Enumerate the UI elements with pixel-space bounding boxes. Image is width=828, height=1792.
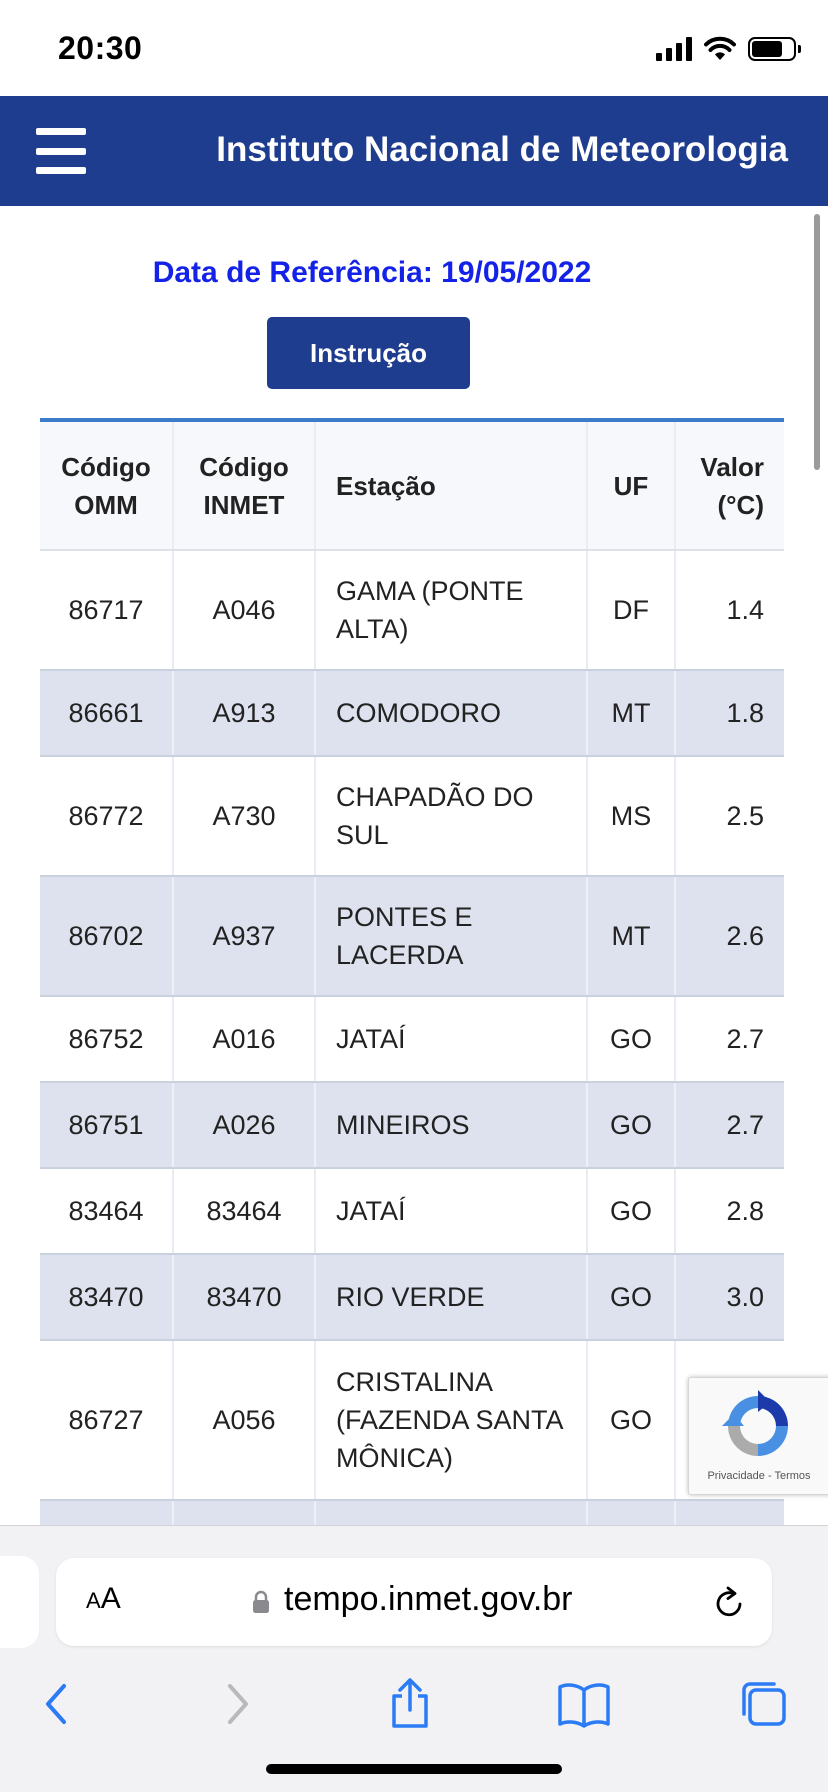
- site-title: Instituto Nacional de Meteorologia: [216, 130, 788, 169]
- url-text[interactable]: tempo.inmet.gov.br: [284, 1580, 573, 1618]
- cellular-signal-icon: [656, 37, 692, 61]
- home-indicator[interactable]: [266, 1764, 562, 1774]
- page-scrollbar[interactable]: [814, 214, 820, 470]
- status-bar: [0, 0, 828, 96]
- cell-station: RIO VERDE: [315, 1254, 587, 1340]
- cell-station: COMODORO: [315, 670, 587, 756]
- cell-omm: 83470: [40, 1254, 173, 1340]
- cell-inmet: A046: [173, 550, 315, 670]
- cell-inmet: A016: [173, 996, 315, 1082]
- cell-omm: 86727: [40, 1340, 173, 1500]
- status-time: 20:30: [58, 30, 143, 66]
- instruction-button[interactable]: Instrução: [267, 317, 470, 389]
- bookmarks-icon[interactable]: [556, 1676, 612, 1732]
- site-header: [0, 96, 828, 206]
- cell-omm: 86661: [40, 670, 173, 756]
- table-header-row: [40, 422, 784, 550]
- cell-uf: MT: [587, 670, 675, 756]
- cell-station: CHAPADÃO DO SUL: [315, 756, 587, 876]
- header-value[interactable]: Valor (°C): [675, 422, 784, 550]
- cell-uf: DF: [587, 550, 675, 670]
- cell-inmet: A730: [173, 756, 315, 876]
- hamburger-menu-icon[interactable]: [36, 128, 86, 174]
- cell-value: 2.8: [675, 1168, 784, 1254]
- address-bar[interactable]: [56, 1558, 772, 1646]
- cell-station: JATAÍ: [315, 996, 587, 1082]
- cell-omm: 86752: [40, 996, 173, 1082]
- header-uf[interactable]: UF: [587, 422, 675, 550]
- cell-inmet: A937: [173, 876, 315, 996]
- cell-value: 2.6: [675, 876, 784, 996]
- cell-omm: 86717: [40, 550, 173, 670]
- recaptcha-logo-icon: [722, 1390, 794, 1462]
- cell-uf: MT: [587, 876, 675, 996]
- table-row: [40, 1340, 784, 1500]
- cell-uf: GO: [587, 996, 675, 1082]
- cell-omm: 86772: [40, 756, 173, 876]
- cell-station: MINEIROS: [315, 1082, 587, 1168]
- cell-value: 3.0: [675, 1254, 784, 1340]
- cell-inmet: 83464: [173, 1168, 315, 1254]
- table-row: [40, 1254, 784, 1340]
- cell-uf: MS: [587, 756, 675, 876]
- reload-icon[interactable]: [712, 1584, 746, 1620]
- wifi-icon: [704, 36, 736, 62]
- cell-value: 1.8: [675, 670, 784, 756]
- cell-uf: GO: [587, 1168, 675, 1254]
- cell-value: 2.5: [675, 756, 784, 876]
- table-row: [40, 550, 784, 670]
- cell-inmet: A913: [173, 670, 315, 756]
- cell-inmet: A026: [173, 1082, 315, 1168]
- battery-icon: [748, 37, 796, 61]
- cell-uf: GO: [587, 1340, 675, 1500]
- tabs-icon[interactable]: [734, 1676, 790, 1732]
- back-icon[interactable]: [30, 1676, 86, 1732]
- cell-uf: GO: [587, 1254, 675, 1340]
- cell-station: PONTES E LACERDA: [315, 876, 587, 996]
- browser-toolbar: [0, 1676, 828, 1736]
- cell-inmet: A056: [173, 1340, 315, 1500]
- cell-inmet: 83470: [173, 1254, 315, 1340]
- header-inmet-code[interactable]: Código INMET: [173, 422, 315, 550]
- cell-station: CRISTALINA (FAZENDA SANTA MÔNICA): [315, 1340, 587, 1500]
- status-icons: [656, 34, 796, 64]
- recaptcha-links[interactable]: Privacidade - Termos: [707, 1470, 811, 1482]
- table-row: [40, 756, 784, 876]
- table-row: [40, 996, 784, 1082]
- recaptcha-badge[interactable]: [688, 1377, 828, 1495]
- cell-omm: 83464: [40, 1168, 173, 1254]
- previous-tab-preview[interactable]: [0, 1556, 39, 1648]
- cell-value: 2.7: [675, 996, 784, 1082]
- cell-omm: 86702: [40, 876, 173, 996]
- cell-value: 1.4: [675, 550, 784, 670]
- header-omm-code[interactable]: Código OMM: [40, 422, 173, 550]
- cell-value: 2.7: [675, 1082, 784, 1168]
- table-row: [40, 670, 784, 756]
- lock-icon: [252, 1590, 270, 1614]
- reference-date: Data de Referência: 19/05/2022: [152, 256, 592, 289]
- forward-icon[interactable]: [208, 1676, 264, 1732]
- cell-omm: 86751: [40, 1082, 173, 1168]
- table-row: [40, 1168, 784, 1254]
- temperature-table: [40, 418, 784, 1561]
- browser-bottom-bar: [0, 1525, 828, 1792]
- text-size-button[interactable]: AA: [86, 1582, 121, 1615]
- header-station[interactable]: Estação: [315, 422, 587, 550]
- cell-station: GAMA (PONTE ALTA): [315, 550, 587, 670]
- share-icon[interactable]: [382, 1676, 438, 1732]
- table-row: [40, 876, 784, 996]
- table-row: [40, 1082, 784, 1168]
- cell-station: JATAÍ: [315, 1168, 587, 1254]
- cell-uf: GO: [587, 1082, 675, 1168]
